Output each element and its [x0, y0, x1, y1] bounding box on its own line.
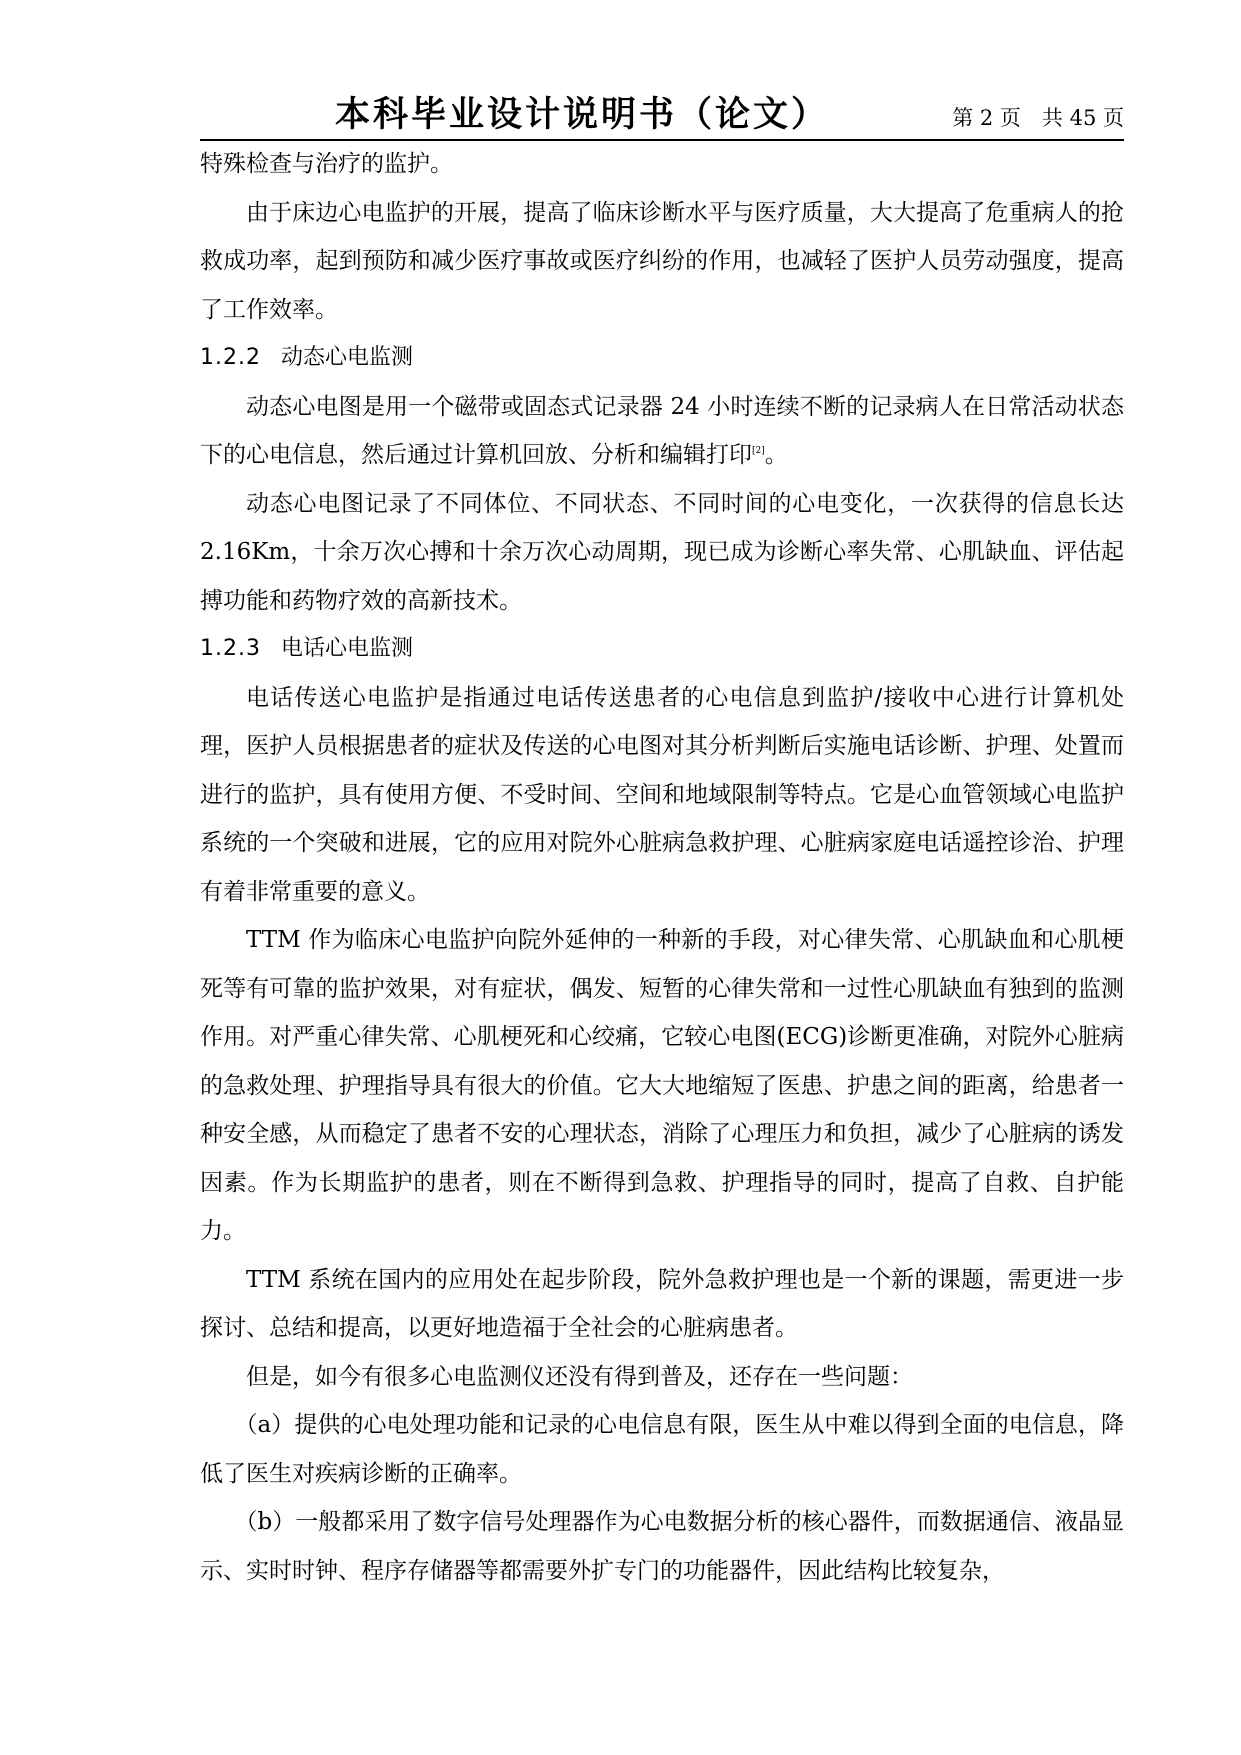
paragraph: TTM 系统在国内的应用处在起步阶段，院外急救护理也是一个新的课题，需更进一步探讨、总结和提高，以更好地造福于全社会的心脏病患者。	[200, 1266, 1124, 1341]
list-item-a: （a）提供的心电处理功能和记录的心电信息有限，医生从中难以得到全面的电信息，降低了医生对疾病诊断的正确率。	[200, 1412, 1124, 1487]
page-header	[200, 92, 1124, 140]
paragraph: 电话传送心电监护是指通过电话传送患者的心电信息到监护/接收中心进行计算机处理，医护人员根据患者的症状及传送的心电图对其分析判断后实施电话诊断、护理、处置而进行的监护，具有使用方便、不受时间、空间和地域限制等特点。它是心血管领域心电监护系统的一个突破和进展，它的应用对院外心脏病急救护理、心脏病家庭电话遥控诊治、护理有着非常重要的意义。	[200, 684, 1124, 905]
section-number: 1.2.3	[200, 636, 261, 661]
paragraph: 但是，如今有很多心电监测仪还没有得到普及，还存在一些问题：	[246, 1363, 913, 1390]
section-title: 动态心电监测	[280, 345, 413, 370]
paragraph: 特殊检查与治疗的监护。	[200, 151, 453, 177]
document-title: 本科毕业设计说明书（论文）	[335, 95, 830, 135]
section-heading-1-2-2	[200, 334, 1124, 383]
paragraph	[200, 383, 1124, 480]
paragraph: 动态心电图记录了不同体位、不同状态、不同时间的心电变化，一次获得的信息长达 2.16Km，十余万次心搏和十余万次心动周期，现已成为诊断心率失常、心肌缺血、评估起搏功能和药物疗效的高新技术。	[200, 490, 1124, 614]
paragraph-text: 动态心电图是用一个磁带或固态式记录器 24 小时连续不断的记录病人在日常活动状态下的心电信息，然后通过计算机回放、分析和编辑打印	[200, 393, 1124, 468]
page-number: 第 2 页 共 45 页	[952, 106, 1124, 130]
list-item-b: （b）一般都采用了数字信号处理器作为心电数据分析的核心器件，而数据通信、液晶显示、实时时钟、程序存储器等都需要外扩专门的功能器件，因此结构比较复杂，	[200, 1509, 1124, 1584]
section-heading-1-2-3	[200, 625, 1124, 674]
paragraph: TTM 作为临床心电监护向院外延伸的一种新的手段，对心律失常、心肌缺血和心肌梗死等有可靠的监护效果，对有症状，偶发、短暂的心律失常和一过性心肌缺血有独到的监测作用。对严重心律失常、心肌梗死和心绞痛，它较心电图(ECG)诊断更准确，对院外心脏病的急救处理、护理指导具有很大的价值。它大大地缩短了医患、护患之间的距离，给患者一种安全感，从而稳定了患者不安的心理状态，消除了心理压力和负担，减少了心脏病的诱发因素。作为长期监护的患者，则在不断得到急救、护理指导的同时，提高了自救、自护能力。	[200, 927, 1124, 1244]
paragraph: 由于床边心电监护的开展，提高了临床诊断水平与医疗质量，大大提高了危重病人的抢救成功率，起到预防和减少医疗事故或医疗纠纷的作用，也减轻了医护人员劳动强度，提高了工作效率。	[200, 199, 1124, 323]
citation-ref: [2]	[752, 446, 765, 456]
document-body	[200, 140, 1124, 1595]
section-title: 电话心电监测	[280, 636, 413, 661]
section-number: 1.2.2	[200, 345, 261, 370]
paragraph-end: 。	[764, 442, 788, 468]
